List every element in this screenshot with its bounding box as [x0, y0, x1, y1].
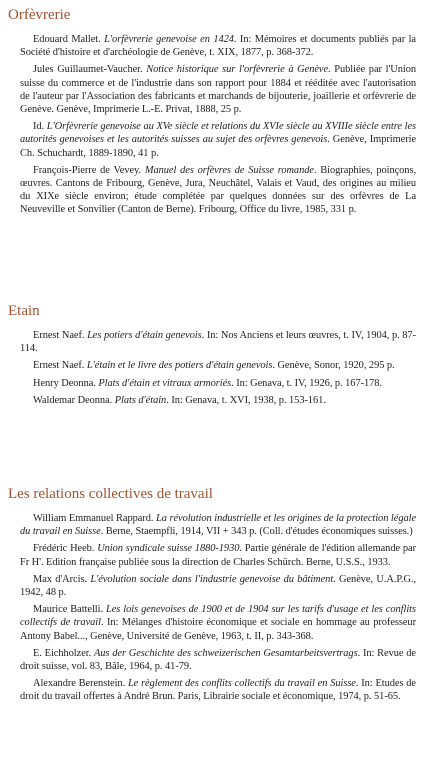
bibliography-entry: Id. L'Orfèvrerie genevoise au XVe siècle et relations du XVIe siècle au XVIIIe siècle entre les autorités genevoises et les autorités suisses au sujet des orfèvres genevois. Genève, Imprimerie Ch. Schuchardt, 1889-1890, 41 p.	[20, 121, 417, 159]
bibliography-entry: Max d'Arcis. L'évolution sociale dans l'industrie genevoise du bâtiment. Genève, U.A.P.G., 1942, 48 p.	[20, 573, 417, 599]
section-orfevrerie	[8, 6, 416, 221]
section-relations-collectives	[8, 485, 416, 708]
section-heading: Orfèvrerie	[8, 7, 71, 23]
bibliography-entry: Alexandre Berenstein. Le règlement des conflits collectifs du travail en Suisse. In: Etudes de droit du travail offertes à André Brun. Paris, Librairie sociale et économique, 1974, p. 51-65.	[20, 678, 416, 703]
bibliography-entry: Edouard Mallet. L'orfèvrerie genevoise en 1424. In: Mémoires et documents publiés par la Société d'histoire et d'archéologie de Genève, t. XIX, 1877, p. 368-372.	[20, 34, 416, 59]
section-etain	[8, 302, 416, 411]
bibliography-entry: Jules Guillaumet-Vaucher. Notice historique sur l'orfèvrerie à Genève. Publiée par l'Union suisse du commerce et de l'industrie dans son rapport pour 1884 et rééditée avec l'autorisation de l'auteur par l'Association des fabricants et marchands de bijouterie, joaillerie et orfèvrerie de Genève. Genève, Imprimerie L.-E. Privat, 1888, 25 p.	[20, 64, 417, 116]
bibliography-entry: Maurice Battelli. Les lois genevoises de 1900 et de 1904 sur les tarifs d'usage et les conflits collectifs de travail. In: Mélanges d'histoire économique et sociale en hommage au professeur Antony Babel..., Genève, Université de Genève, 1963, t. II, p. 343-368.	[20, 604, 416, 642]
bibliography-entry: François-Pierre de Vevey. Manuel des orfèvres de Suisse romande. Biographies, poinçons, œuvres. Cantons de Fribourg, Genève, Jura, Neuchâtel, Valais et Vaud, des origines au milieu du XIXe siècle environ; étude complétée par quelques données sur des orfèvres de La Neuveville et Sonvilier (Canton de Berne). Fribourg, Office du livre, 1985, 331 p.	[20, 164, 416, 216]
bibliography-entry: E. Eichholzer. Aus der Geschichte des schweizerischen Gesamtarbeitsvertrags. In: Revue de droit suisse, vol. 83, Bâle, 1964, p. 41-79.	[20, 647, 416, 673]
bibliography-entry: Henry Deonna. Plats d'étain et vitraux armoriés. In: Genava, t. IV, 1926, p. 167-178.	[33, 377, 382, 389]
bibliography-entry: Ernest Naef. L'étain et le livre des potiers d'étain genevois. Genève, Sonor, 1920, 295 p.	[33, 360, 395, 372]
section-heading: Etain	[8, 303, 40, 319]
bibliography-entry: Frédéric Heeb. Union syndicale suisse 1880-1930. Partie générale de l'édition allemande par Fr H'. Edition française publiée sous la direction de Charles Schürch. Berne, U.S.S., 1933.	[20, 543, 416, 568]
section-heading: Les relations collectives de travail	[8, 486, 213, 502]
bibliography-entry: Waldemar Deonna. Plats d'étain. In: Genava, t. XVI, 1938, p. 153-161.	[33, 394, 326, 406]
bibliography-entry: William Emmanuel Rappard. La révolution industrielle et les origines de la protection légale du travail en Suisse. Berne, Staempfli, 1914, VII + 343 p. (Coll. d'études économiques suisses.)	[20, 513, 417, 538]
bibliography-entry: Ernest Naef. Les potiers d'étain genevois. In: Nos Anciens et leurs œuvres, t. IV, 1904, p. 87-114.	[20, 330, 416, 355]
